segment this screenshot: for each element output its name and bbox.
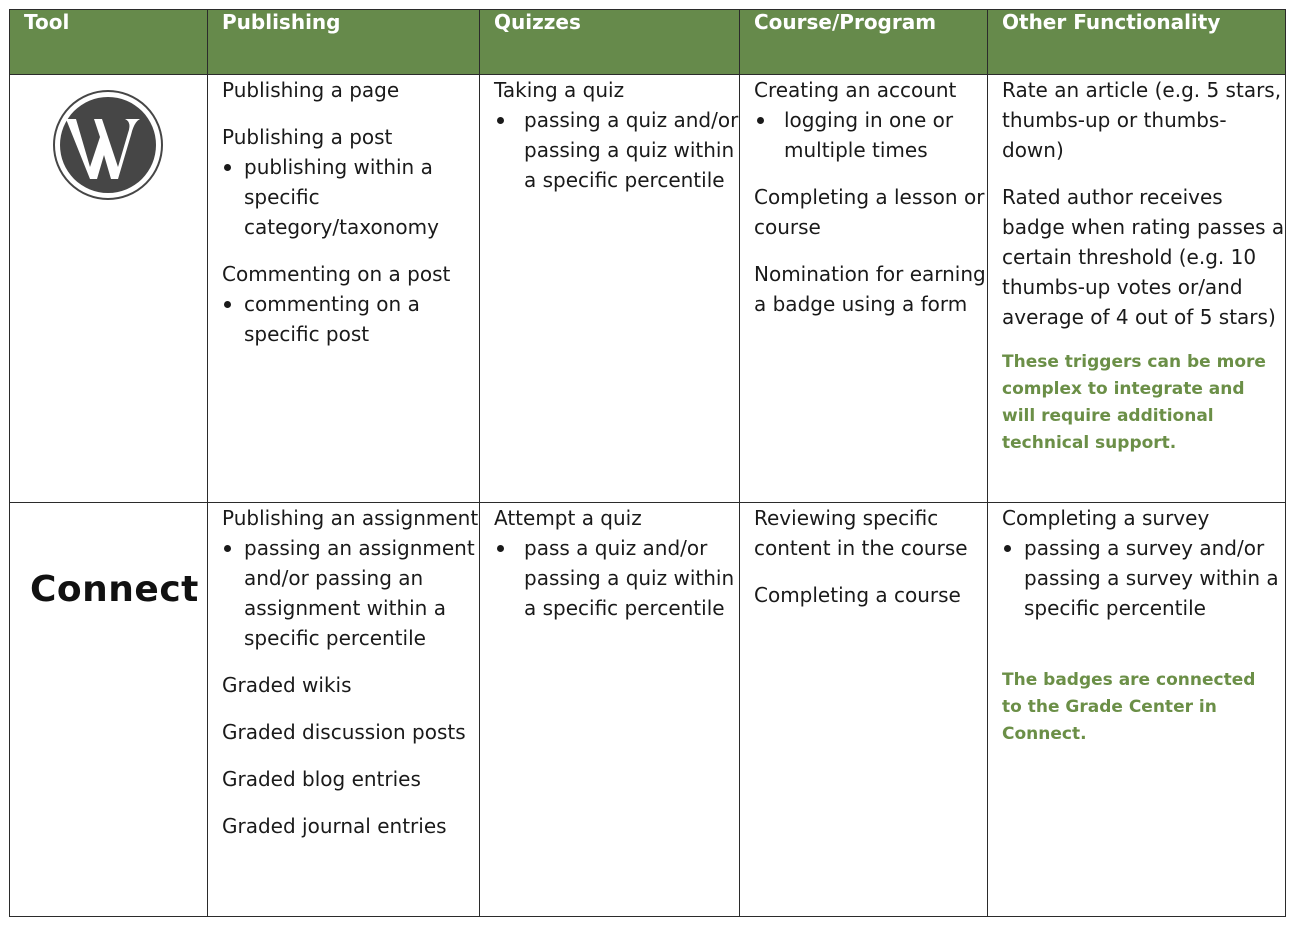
tool-cell-wordpress <box>10 75 208 503</box>
header-course-program: Course/Program <box>740 10 988 75</box>
item-title: Graded journal entries <box>222 814 447 838</box>
item-title: Attempt a quiz <box>494 506 642 530</box>
sub-list <box>754 105 987 165</box>
header-quizzes: Quizzes <box>480 10 740 75</box>
item-title: Publishing a page <box>222 78 400 102</box>
other-cell-connect <box>988 503 1286 917</box>
list-item <box>222 503 479 653</box>
header-publishing: Publishing <box>208 10 480 75</box>
list-item <box>222 670 479 700</box>
other-cell-wordpress <box>988 75 1286 503</box>
grade-center-note: The badges are connected to the Grade Center in Connect. <box>1002 670 1256 744</box>
list-item <box>494 75 739 195</box>
item-title: Nomination for earning a badge using a form <box>754 262 986 316</box>
wordpress-logo-icon <box>52 89 164 201</box>
sub-list-item: publishing within a specific category/taxonomy <box>222 152 479 242</box>
header-tool: Tool <box>10 10 208 75</box>
item-title: Completing a survey <box>1002 506 1210 530</box>
item-title: Taking a quiz <box>494 78 625 102</box>
list-item <box>222 75 479 105</box>
sub-list-item: passing a survey and/or passing a survey within a specific percentile <box>1002 533 1285 623</box>
item-title: Rate an article (e.g. 5 stars, thumbs-up or thumbs-down) <box>1002 78 1282 162</box>
sub-list-item: commenting on a specific post <box>222 289 479 349</box>
list-item <box>754 580 987 610</box>
item-title: Completing a lesson or course <box>754 185 985 239</box>
quizzes-cell-connect <box>480 503 740 917</box>
sub-list-item: passing an assignment and/or passing an assignment within a specific percentile <box>222 533 479 653</box>
sub-list <box>222 289 479 349</box>
list-item <box>222 811 479 841</box>
sub-list <box>222 533 479 653</box>
item-title: Rated author receives badge when rating passes a certain threshold (e.g. 10 thumbs-up votes or/and average of 4 out of 5 stars) <box>1002 185 1285 329</box>
list-item <box>222 717 479 747</box>
list-item <box>1002 75 1285 165</box>
sub-list <box>494 105 739 195</box>
sub-list <box>222 152 479 242</box>
sub-list <box>1002 533 1285 623</box>
connect-logo: Connect <box>30 569 199 610</box>
publishing-cell-wordpress <box>208 75 480 503</box>
list-item <box>1002 503 1285 623</box>
list-item <box>754 182 987 242</box>
tool-cell-connect <box>10 503 208 917</box>
sub-list-item: pass a quiz and/or passing a quiz within a specific percentile <box>494 533 739 623</box>
list-item <box>494 503 739 623</box>
list-item <box>1002 182 1285 332</box>
list-item <box>222 122 479 242</box>
item-title: Graded wikis <box>222 673 352 697</box>
quizzes-cell-wordpress <box>480 75 740 503</box>
table-row-connect <box>10 503 1286 917</box>
list-item <box>754 75 987 165</box>
item-title: Commenting on a post <box>222 262 451 286</box>
list-item <box>222 764 479 794</box>
item-title: Graded blog entries <box>222 767 421 791</box>
item-title: Publishing a post <box>222 125 393 149</box>
header-row <box>10 10 1286 75</box>
list-item <box>754 259 987 319</box>
sub-list-item: logging in one or multiple times <box>754 105 987 165</box>
sub-list-item: passing a quiz and/or passing a quiz within a specific percentile <box>494 105 739 195</box>
integration-note: These triggers can be more complex to integrate and will require additional technical support. <box>1002 352 1266 453</box>
item-title: Creating an account <box>754 78 957 102</box>
item-title: Graded discussion posts <box>222 720 466 744</box>
item-title: Completing a course <box>754 583 961 607</box>
course-cell-wordpress <box>740 75 988 503</box>
header-other-functionality: Other Functionality <box>988 10 1286 75</box>
item-title: Reviewing specific content in the course <box>754 506 968 560</box>
badge-triggers-table <box>9 9 1286 917</box>
list-item <box>222 259 479 349</box>
sub-list <box>494 533 739 623</box>
item-title: Publishing an assignment <box>222 506 479 530</box>
course-cell-connect <box>740 503 988 917</box>
list-item <box>754 503 987 563</box>
table-row-wordpress <box>10 75 1286 503</box>
publishing-cell-connect <box>208 503 480 917</box>
